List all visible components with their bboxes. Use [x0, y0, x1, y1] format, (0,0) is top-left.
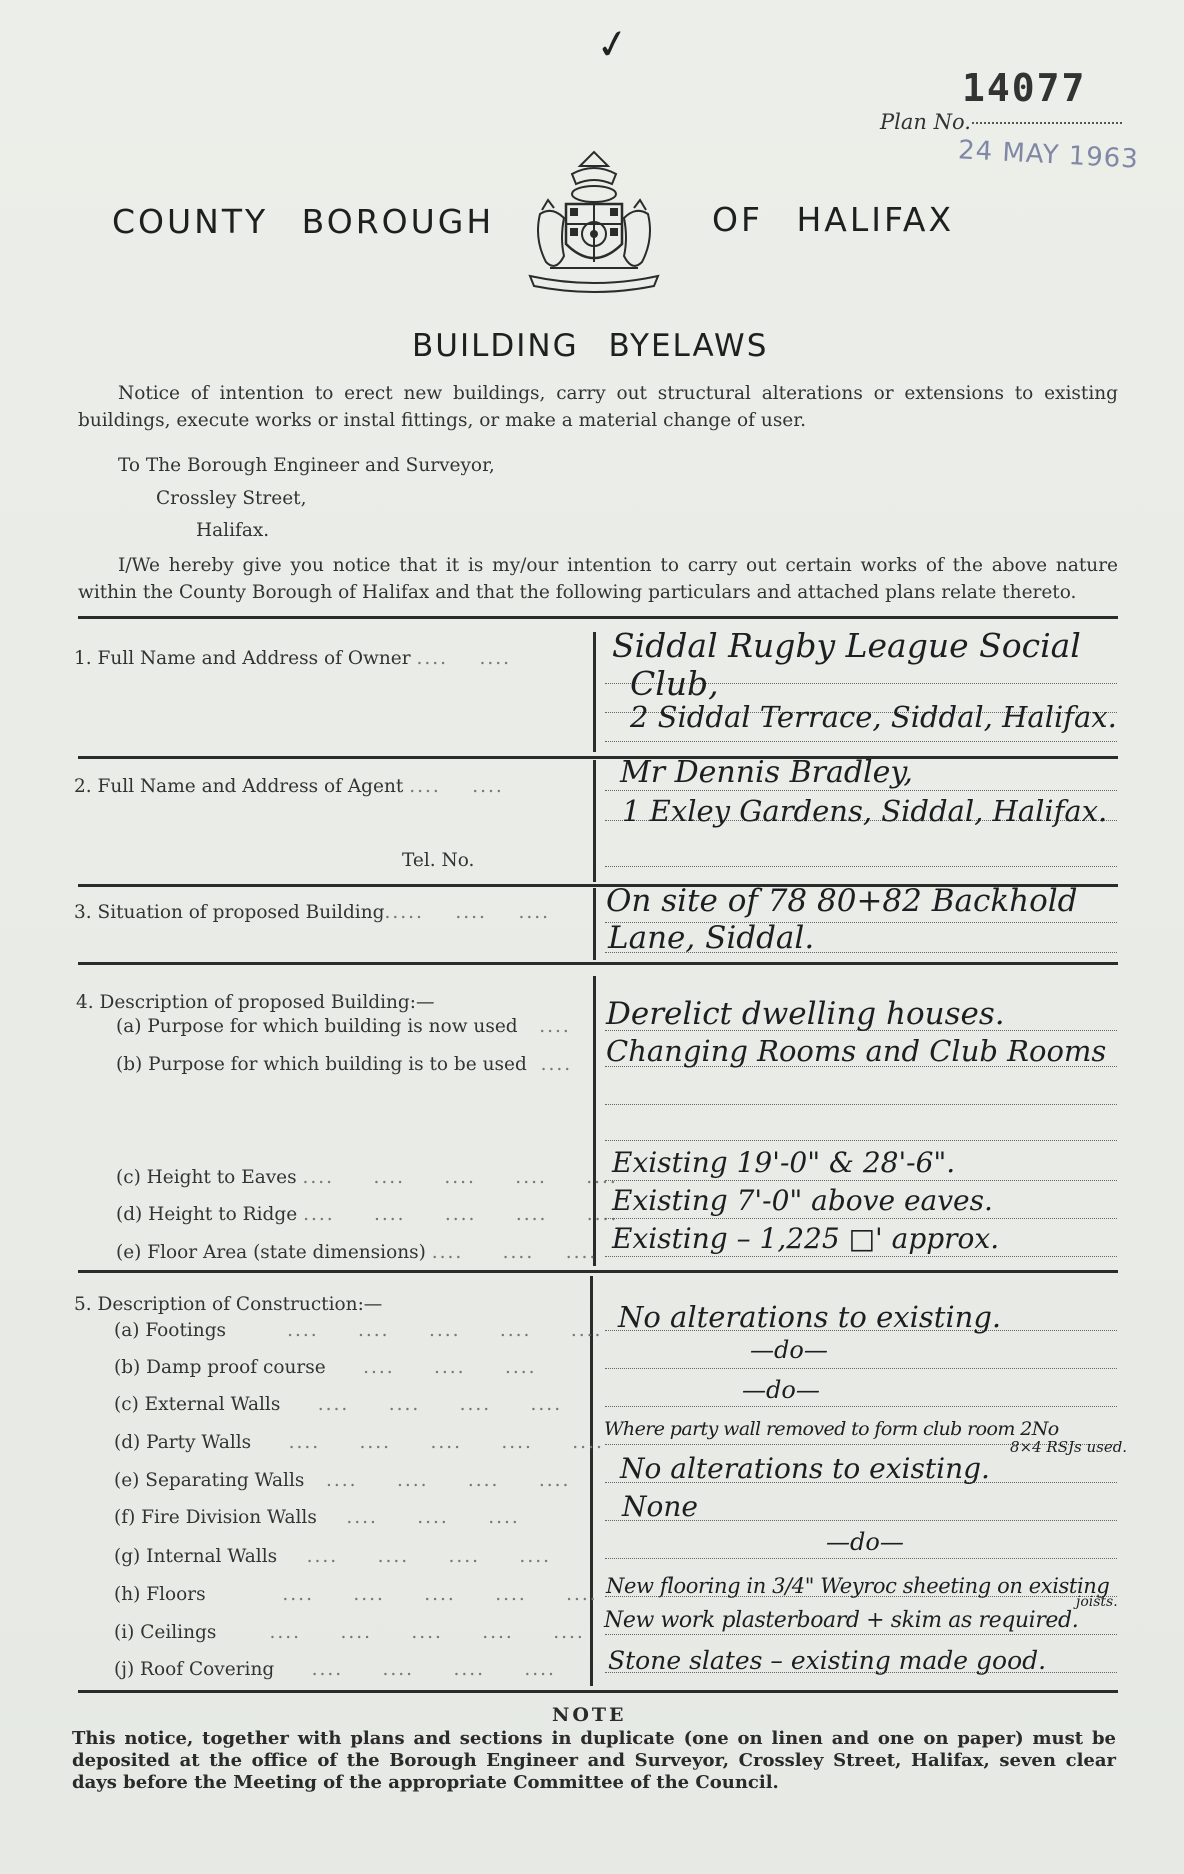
- internal-walls-label: (g) Internal Walls .... .... .... ....: [114, 1546, 551, 1567]
- tel-answer-line: [605, 866, 1117, 867]
- fire-division-walls-label: (f) Fire Division Walls .... .... ....: [114, 1507, 520, 1528]
- column-divider: [593, 632, 596, 752]
- damp-proof-course-label: (b) Damp proof course .... .... ....: [114, 1357, 537, 1378]
- separating-walls-entry: No alterations to existing.: [620, 1452, 990, 1485]
- plan-number-label: Plan No.: [880, 110, 971, 134]
- answer-line: [605, 1406, 1117, 1407]
- address-line-1: To The Borough Engineer and Surveyor,: [118, 455, 495, 476]
- answer-line: [605, 741, 1117, 742]
- situation-label: 3. Situation of proposed Building..... .... ....: [74, 902, 550, 923]
- column-divider: [593, 888, 596, 960]
- section-rule: [78, 962, 1118, 965]
- answer-line: [605, 790, 1117, 791]
- description-label: 4. Description of proposed Building:—: [76, 992, 435, 1013]
- roof-covering-entry: Stone slates – existing made good.: [608, 1646, 1047, 1675]
- ceilings-label: (i) Ceilings .... .... .... .... ....: [114, 1622, 585, 1643]
- purpose-to-be-entry: Changing Rooms and Club Rooms: [606, 1034, 1107, 1068]
- floors-entry: New flooring in 3/4" Weyroc sheeting on existing: [606, 1574, 1110, 1598]
- plan-number-dotted-line: [972, 122, 1122, 124]
- purpose-now-label: (a) Purpose for which building is now used ....: [116, 1016, 571, 1037]
- address-line-2: Crossley Street,: [156, 488, 307, 509]
- answer-line: [605, 1180, 1117, 1181]
- footings-entry: No alterations to existing.: [618, 1300, 1002, 1334]
- table-bottom-rule: [78, 1690, 1118, 1693]
- purpose-now-entry: Derelict dwelling houses.: [606, 996, 1005, 1032]
- form-heading: BUILDING BYELAWS: [412, 328, 769, 364]
- party-walls-label: (d) Party Walls .... .... .... .... ....: [114, 1432, 604, 1453]
- eaves-height-label: (c) Height to Eaves .... .... .... .... ....: [116, 1167, 618, 1188]
- answer-line: [605, 1140, 1117, 1141]
- agent-entry-1: Mr Dennis Bradley,: [620, 755, 913, 790]
- ridge-height-label: (d) Height to Ridge .... .... .... .... ....: [116, 1204, 619, 1225]
- party-walls-entry: Where party wall removed to form club room 2No: [604, 1418, 1059, 1440]
- ridge-height-entry: Existing 7'-0" above eaves.: [612, 1184, 993, 1217]
- answer-line: [605, 1256, 1117, 1257]
- declaration-text: I/We hereby give you notice that it is my/our intention to carry out certain works of the above nature within the County Borough of Halifax and that the following particulars and attached plans relate thereto.: [78, 555, 1118, 603]
- coat-of-arms-icon: [520, 144, 668, 298]
- title-of-halifax: OF HALIFAX: [712, 200, 955, 239]
- owner-label: 1. Full Name and Address of Owner .... ....: [74, 648, 512, 669]
- table-top-rule: [78, 616, 1118, 619]
- footings-label: (a) Footings .... .... .... .... ....: [114, 1320, 603, 1341]
- situation-entry-1: On site of 78 80+82 Backhold: [606, 883, 1078, 919]
- column-divider: [593, 760, 596, 882]
- separating-walls-label: (e) Separating Walls .... .... .... ....: [114, 1470, 571, 1491]
- note-title: NOTE: [552, 1704, 627, 1726]
- owner-entry-2: Club,: [630, 664, 719, 703]
- floors-label: (h) Floors .... .... .... .... ....: [114, 1584, 598, 1605]
- agent-label: 2. Full Name and Address of Agent .... ....: [74, 776, 504, 797]
- tel-label: Tel. No.: [402, 850, 475, 871]
- damp-proof-course-entry: —do—: [750, 1336, 828, 1364]
- construction-label: 5. Description of Construction:—: [74, 1294, 383, 1315]
- note-text: This notice, together with plans and sections in duplicate (one on linen and one on paper) must be deposited at the office of the Borough Engineer and Surveyor, Crossley Street, Halifax, seven clear days before the Meeting of the appropriate Committee of the Council.: [72, 1728, 1116, 1793]
- answer-line: [605, 1104, 1117, 1105]
- floor-area-entry: Existing – 1,225 □' approx.: [612, 1222, 1000, 1255]
- purpose-to-be-label: (b) Purpose for which building is to be used ....: [116, 1054, 573, 1075]
- internal-walls-entry: —do—: [826, 1528, 904, 1556]
- floors-entry-2: joists.: [1076, 1594, 1118, 1610]
- check-mark: ✓: [592, 19, 634, 71]
- address-line-3: Halifax.: [196, 520, 270, 541]
- section-rule: [78, 1270, 1118, 1273]
- owner-entry-3: 2 Siddal Terrace, Siddal, Halifax.: [630, 700, 1117, 734]
- answer-line: [605, 1368, 1117, 1369]
- plan-number: 14077: [962, 66, 1087, 110]
- party-walls-entry-2: 8×4 RSJs used.: [1010, 1438, 1128, 1456]
- title-county-borough: COUNTY BOROUGH: [112, 202, 495, 241]
- intro-text: Notice of intention to erect new buildings, carry out structural alterations or extensions to existing buildings, execute works or instal fittings, or make a material change of user.: [78, 383, 1118, 431]
- date-stamp: 24 MAY 1963: [957, 135, 1140, 175]
- answer-line: [605, 1634, 1117, 1635]
- ceilings-entry: New work plasterboard + skim as required.: [604, 1608, 1079, 1633]
- external-walls-entry: —do—: [742, 1376, 820, 1404]
- answer-line: [605, 1218, 1117, 1219]
- situation-entry-2: Lane, Siddal.: [608, 920, 815, 956]
- owner-entry-1: Siddal Rugby League Social: [612, 626, 1081, 665]
- agent-entry-2: 1 Exley Gardens, Siddal, Halifax.: [622, 794, 1108, 828]
- fire-division-walls-entry: None: [622, 1490, 698, 1523]
- section-rule: [78, 756, 1118, 759]
- external-walls-label: (c) External Walls .... .... .... ....: [114, 1394, 563, 1415]
- eaves-height-entry: Existing 19'-0" & 28'-6".: [612, 1146, 956, 1179]
- answer-line: [605, 1558, 1117, 1559]
- roof-covering-label: (j) Roof Covering .... .... .... ....: [114, 1659, 556, 1680]
- floor-area-label: (e) Floor Area (state dimensions) .... .... ....: [116, 1242, 598, 1263]
